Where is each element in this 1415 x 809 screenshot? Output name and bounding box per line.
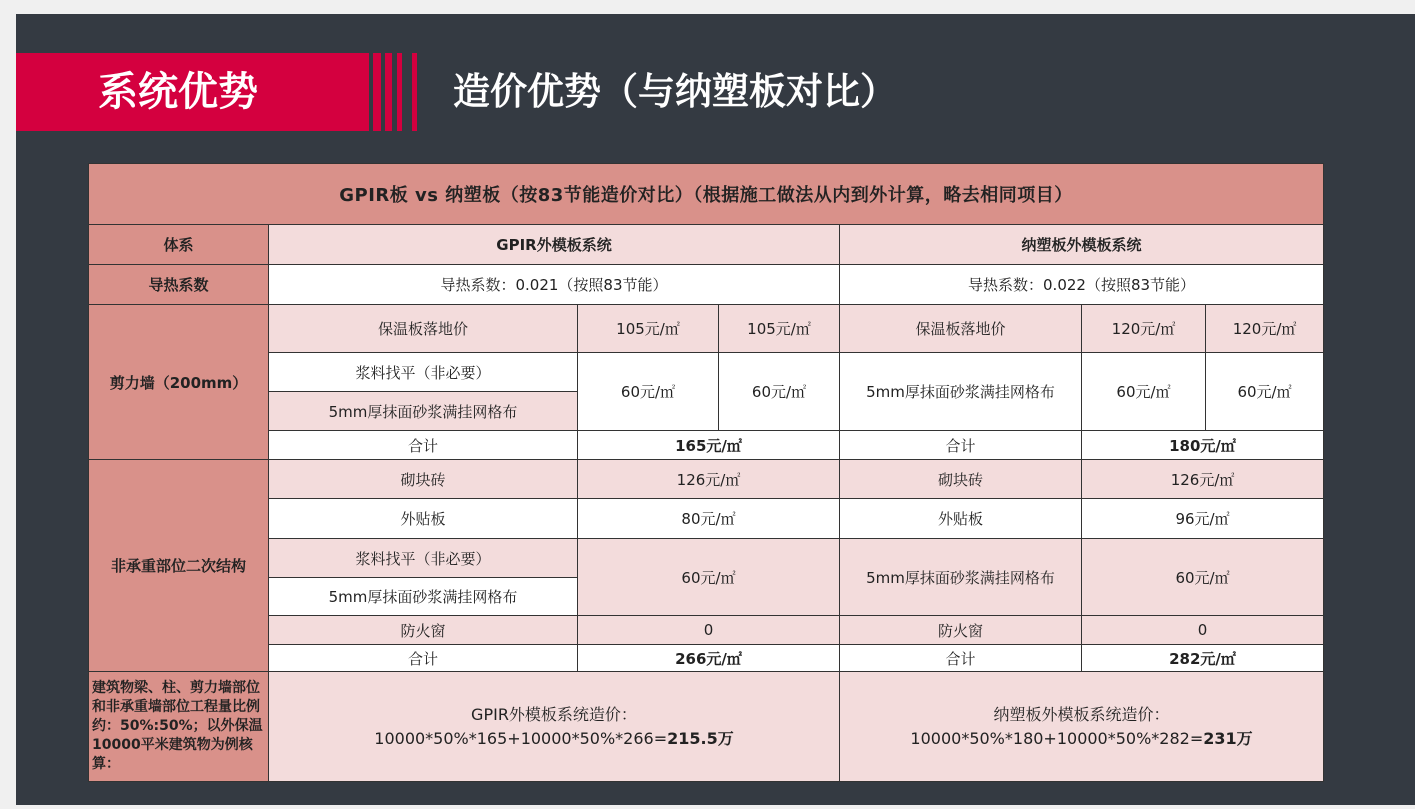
gpir-slurry-label: 浆料找平（非必要）	[269, 539, 578, 578]
nasu-brick-price: 126元/㎡	[1082, 460, 1324, 499]
gpir-board-label: 保温板落地价	[269, 305, 578, 353]
page-title: 造价优势（与纳塑板对比）	[453, 70, 897, 113]
summary-note: 建筑物梁、柱、剪力墙部位和非承重墙部位工程量比例约：50%:50%；以外保温10000平米建筑物为例核算：	[89, 672, 269, 782]
gpir-brick-price: 126元/㎡	[578, 460, 840, 499]
nasu-mesh-price: 60元/㎡	[1082, 353, 1206, 431]
gpir-mesh-label: 5mm厚抹面砂浆满挂网格布	[269, 392, 578, 431]
comparison-table	[88, 163, 1324, 782]
gpir-total: 266元/㎡	[578, 645, 840, 672]
nasu-fire-price: 0	[1082, 616, 1324, 645]
row-label-shear-wall: 剪力墙（200mm）	[89, 305, 269, 460]
nasu-cost-formula: 10000*50%*180+10000*50%*282=	[910, 728, 1204, 748]
gpir-mesh-price: 60元/㎡	[578, 539, 840, 616]
decor-stripe	[412, 53, 417, 131]
gpir-ext-price: 80元/㎡	[578, 499, 840, 539]
gpir-brick-label: 砌块砖	[269, 460, 578, 499]
gpir-cost-label: GPIR外模板系统造价：	[471, 704, 637, 724]
gpir-cost-formula: 10000*50%*165+10000*50%*266=	[374, 728, 668, 748]
gpir-mesh-price: 60元/㎡	[719, 353, 840, 431]
nasu-total: 282元/㎡	[1082, 645, 1324, 672]
nasu-mesh-price: 60元/㎡	[1206, 353, 1324, 431]
nasu-brick-label: 砌块砖	[840, 460, 1082, 499]
gpir-mesh-label: 5mm厚抹面砂浆满挂网格布	[269, 578, 578, 616]
decor-stripe	[385, 53, 392, 131]
nasu-ext-price: 96元/㎡	[1082, 499, 1324, 539]
row-label-system: 体系	[89, 225, 269, 265]
nasu-total-label: 合计	[840, 645, 1082, 672]
gpir-total-label: 合计	[269, 431, 578, 460]
nasu-cost-label: 纳塑板外模板系统造价：	[993, 704, 1170, 724]
gpir-board-price: 105元/㎡	[578, 305, 719, 353]
nasu-total: 180元/㎡	[1082, 431, 1324, 460]
nasu-total-label: 合计	[840, 431, 1082, 460]
gpir-cost-formula-line	[271, 727, 837, 751]
gpir-board-price: 105元/㎡	[719, 305, 840, 353]
gpir-cost-result: 215.5万	[667, 728, 734, 748]
nasu-board-price: 120元/㎡	[1206, 305, 1324, 353]
gpir-cost-summary	[269, 672, 840, 782]
table-title: GPIR板 vs 纳塑板（按83节能造价对比）（根据施工做法从内到外计算，略去相同项目）	[89, 164, 1324, 225]
row-label-secondary: 非承重部位二次结构	[89, 460, 269, 672]
nasu-fire-label: 防火窗	[840, 616, 1082, 645]
gpir-mesh-price: 60元/㎡	[578, 353, 719, 431]
nasu-cost-formula-line	[842, 727, 1321, 751]
gpir-system-header: GPIR外模板系统	[269, 225, 840, 265]
gpir-fire-price: 0	[578, 616, 840, 645]
gpir-thermal: 导热系数：0.021（按照83节能）	[269, 265, 840, 305]
gpir-slurry-label: 浆料找平（非必要）	[269, 353, 578, 392]
nasu-ext-label: 外贴板	[840, 499, 1082, 539]
nasu-thermal: 导热系数：0.022（按照83节能）	[840, 265, 1324, 305]
nasu-cost-result: 231万	[1203, 728, 1253, 748]
decor-stripe	[397, 53, 402, 131]
nasu-mesh-label: 5mm厚抹面砂浆满挂网格布	[840, 353, 1082, 431]
nasu-board-price: 120元/㎡	[1082, 305, 1206, 353]
gpir-total: 165元/㎡	[578, 431, 840, 460]
nasu-mesh-price: 60元/㎡	[1082, 539, 1324, 616]
section-badge: 系统优势	[16, 53, 369, 131]
row-label-thermal: 导热系数	[89, 265, 269, 305]
gpir-ext-label: 外贴板	[269, 499, 578, 539]
gpir-total-label: 合计	[269, 645, 578, 672]
decor-stripe	[373, 53, 381, 131]
nasu-board-label: 保温板落地价	[840, 305, 1082, 353]
gpir-fire-label: 防火窗	[269, 616, 578, 645]
nasu-system-header: 纳塑板外模板系统	[840, 225, 1324, 265]
nasu-cost-summary	[840, 672, 1324, 782]
nasu-mesh-label: 5mm厚抹面砂浆满挂网格布	[840, 539, 1082, 616]
